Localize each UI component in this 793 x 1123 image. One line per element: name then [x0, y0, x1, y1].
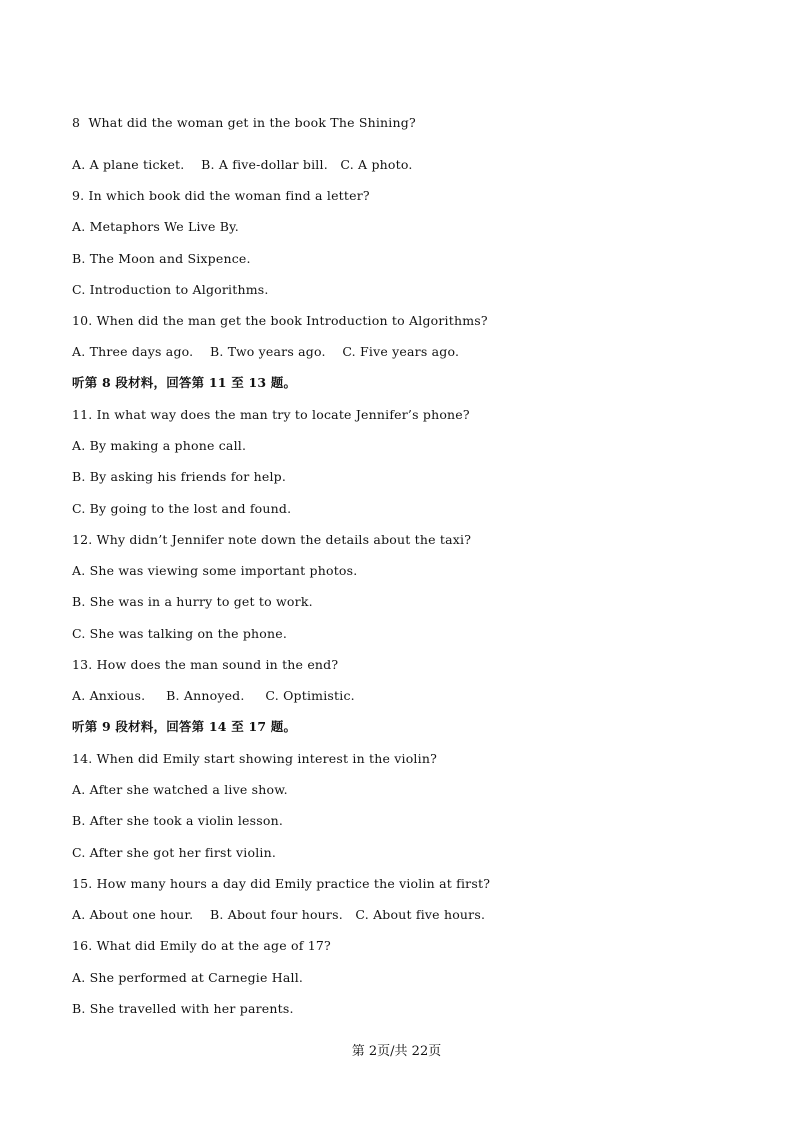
question-9-option-a: A. Metaphors We Live By. [72, 219, 239, 234]
question-12-option-a: A. She was viewing some important photos. [72, 563, 358, 578]
question-10-options: A. Three days ago. B. Two years ago. C. Five years ago. [72, 344, 460, 359]
question-12-option-b: B. She was in a hurry to get to work. [72, 594, 313, 609]
question-10: 10. When did the man get the book Introduction to Algorithms? [72, 313, 488, 328]
question-8: 8 What did the woman get in the book The Shining? [72, 115, 416, 130]
question-11: 11. In what way does the man try to locate Jennifer’s phone? [72, 407, 470, 422]
section-heading-8: 听第 8 段材料，回答第 11 至 13 题。 [72, 375, 297, 390]
question-12: 12. Why didn’t Jennifer note down the details about the taxi? [72, 532, 472, 547]
question-9-option-c: C. Introduction to Algorithms. [72, 282, 269, 297]
question-16: 16. What did Emily do at the age of 17? [72, 938, 331, 953]
page-number-footer: 第 2页/共 22页 [351, 1044, 442, 1059]
question-9-option-b: B. The Moon and Sixpence. [72, 251, 251, 266]
question-13-options: A. Anxious. B. Annoyed. C. Optimistic. [72, 688, 355, 703]
question-8-options: A. A plane ticket. B. A five-dollar bill. C. A photo. [72, 157, 413, 172]
question-9: 9. In which book did the woman find a letter? [72, 188, 370, 203]
question-16-option-a: A. She performed at Carnegie Hall. [72, 970, 304, 985]
question-11-option-c: C. By going to the lost and found. [72, 501, 292, 516]
question-14-option-a: A. After she watched a live show. [72, 782, 288, 797]
question-14: 14. When did Emily start showing interest in the violin? [72, 751, 437, 766]
question-11-option-a: A. By making a phone call. [72, 438, 247, 453]
question-12-option-c: C. She was talking on the phone. [72, 626, 288, 641]
question-16-option-b: B. She travelled with her parents. [72, 1001, 294, 1016]
question-14-option-b: B. After she took a violin lesson. [72, 813, 283, 828]
section-heading-9: 听第 9 段材料，回答第 14 至 17 题。 [72, 719, 297, 734]
question-15-options: A. About one hour. B. About four hours. C. About five hours. [72, 907, 486, 922]
question-13: 13. How does the man sound in the end? [72, 657, 339, 672]
question-15: 15. How many hours a day did Emily practice the violin at first? [72, 876, 491, 891]
question-14-option-c: C. After she got her first violin. [72, 845, 277, 860]
question-11-option-b: B. By asking his friends for help. [72, 469, 287, 484]
